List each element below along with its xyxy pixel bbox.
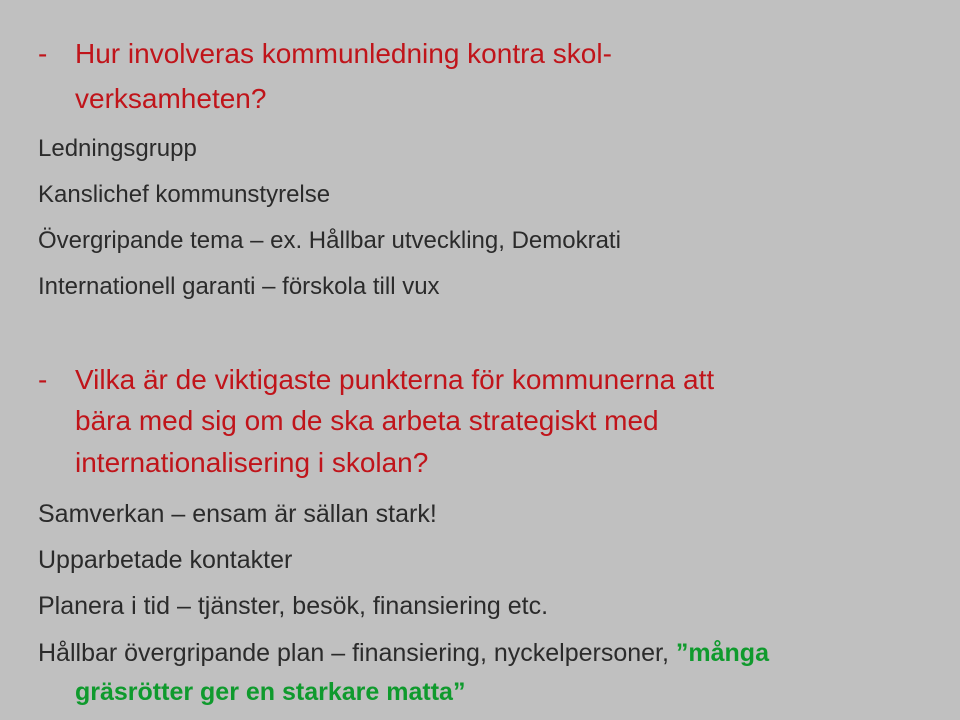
bullet-dash-2: - (38, 364, 48, 395)
list-item: Samverkan – ensam är sällan stark! (38, 500, 437, 528)
list-item: Upparbetade kontakter (38, 546, 293, 574)
list-item: Planera i tid – tjänster, besök, finansiering etc. (38, 592, 549, 620)
question-2-line-3: internationalisering i skolan? (75, 447, 429, 478)
list-item: Internationell garanti – förskola till vux (38, 273, 440, 300)
list-item-last (38, 639, 769, 668)
list-item: Ledningsgrupp (38, 135, 197, 162)
question-2-line-2: bära med sig om de ska arbeta strategiskt med (75, 405, 659, 436)
question-2-line-1: Vilka är de viktigaste punkterna för kommunerna att (75, 364, 715, 395)
highlight-quote-line-1: ”många (675, 639, 769, 667)
question-1-line-2: verksamheten? (75, 83, 267, 114)
question-1-line-1: Hur involveras kommunledning kontra skol- (75, 38, 612, 69)
list-item: Övergripande tema – ex. Hållbar utveckling, Demokrati (38, 227, 621, 254)
list-item: Kanslichef kommunstyrelse (38, 181, 331, 208)
bullet-dash-1: - (38, 38, 48, 69)
last-item-text: Hållbar övergripande plan – finansiering, nyckelpersoner, (38, 639, 676, 667)
highlight-quote-line-2: gräsrötter ger en starkare matta” (75, 678, 466, 706)
